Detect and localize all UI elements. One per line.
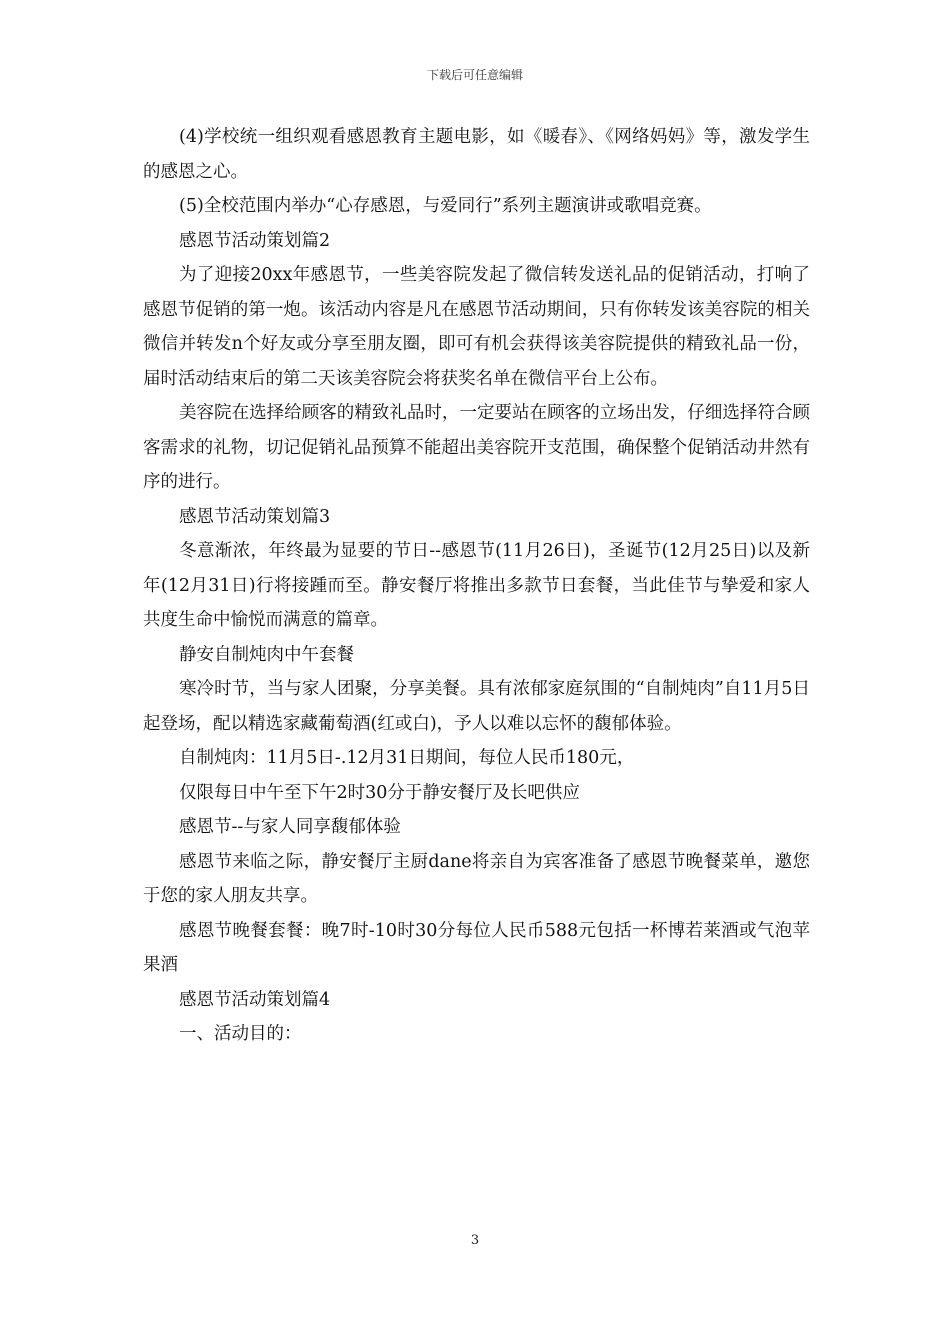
paragraph: 感恩节晚餐套餐：晚7时-10时30分每位人民币588元包括一杯博若莱酒或气泡苹果酒: [143, 920, 810, 975]
paragraph: 自制炖肉：11月5日-.12月31日期间，每位人民币180元，: [179, 748, 635, 768]
document-body: [143, 120, 810, 1052]
section-heading: 感恩节活动策划篇3: [179, 506, 331, 527]
paragraph: (4)学校统一组织观看感恩教育主题电影，如《暖春》、《网络妈妈》等，激发学生的感恩之心。: [143, 127, 810, 182]
section-heading: 感恩节活动策划篇2: [179, 230, 331, 251]
paragraph: 寒冷时节，当与家人团聚，分享美餐。具有浓郁家庭氛围的“自制炖肉”自11月5日起登场，配以精选家藏葡萄酒(红或白)，予人以难以忘怀的馥郁体验。: [143, 679, 810, 734]
page-number: 3: [470, 1233, 480, 1248]
paragraph: 为了迎接20xx年感恩节，一些美容院发起了微信转发送礼品的促销活动，打响了感恩节促销的第一炮。该活动内容是凡在感恩节活动期间，只有你转发该美容院的相关微信并转发n个好友或分享至朋友圈，即可有机会获得该美容院提供的精致礼品一份，届时活动结束后的第二天该美容院会将获奖名单在微信平台上公布。: [143, 265, 810, 389]
paragraph: (5)全校范围内举办“心存感恩，与爱同行”系列主题演讲或歌唱竞赛。: [179, 196, 712, 216]
paragraph: 感恩节来临之际，静安餐厅主厨dane将亲自为宾客准备了感恩节晚餐菜单，邀您于您的家人朋友共享。: [143, 851, 810, 906]
paragraph: 美容院在选择给顾客的精致礼品时，一定要站在顾客的立场出发，仔细选择符合顾客需求的礼物，切记促销礼品预算不能超出美容院开支范围，确保整个促销活动井然有序的进行。: [143, 403, 810, 492]
page-header: 下载后可任意编辑: [426, 68, 523, 82]
paragraph: 仅限每日中午至下午2时30分于静安餐厅及长吧供应: [179, 782, 580, 803]
subheading: 感恩节--与家人同享馥郁体验: [179, 817, 401, 837]
paragraph: 一、活动目的：: [179, 1024, 302, 1044]
section-heading: 感恩节活动策划篇4: [179, 989, 331, 1010]
paragraph: 冬意渐浓，年终最为显要的节日--感恩节(11月26日)，圣诞节(12月25日)以及新年(12月31日)行将接踵而至。静安餐厅将推出多款节日套餐，当此佳节与挚爱和家人共度生命中愉悦而满意的篇章。: [143, 541, 810, 630]
subheading: 静安自制炖肉中午套餐: [179, 644, 354, 665]
